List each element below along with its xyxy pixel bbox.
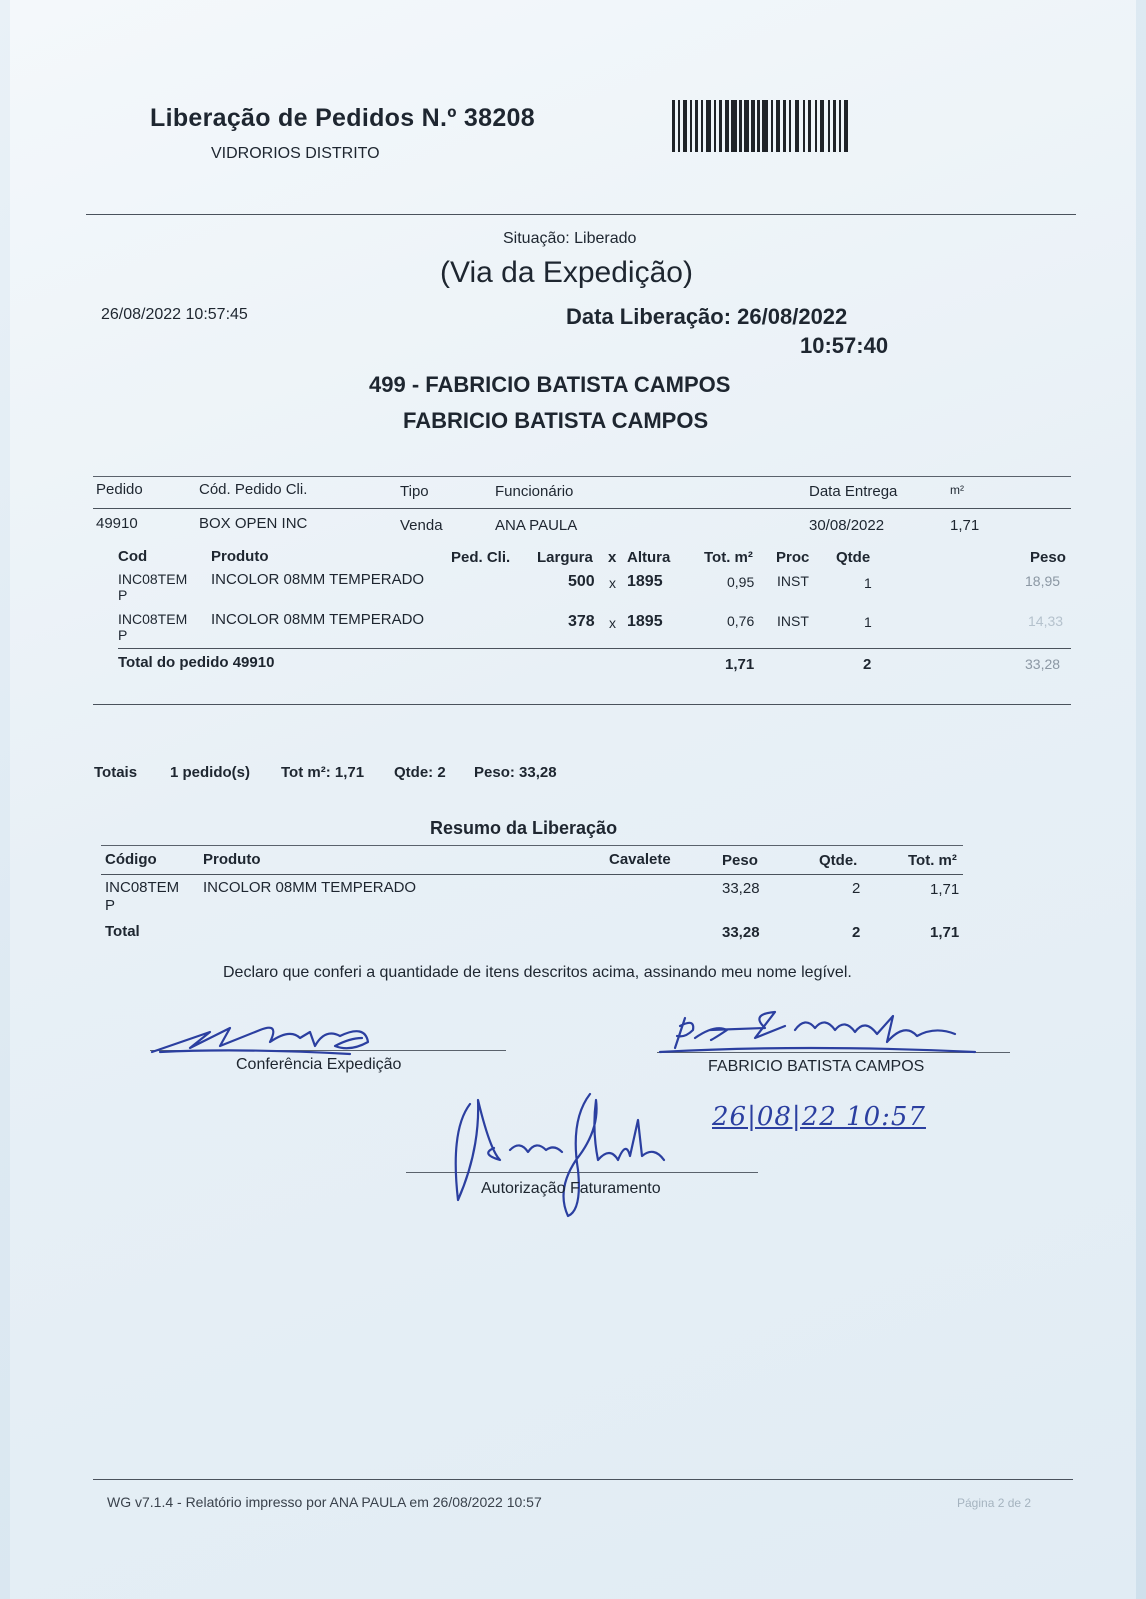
col-qtde: Qtde	[836, 549, 871, 566]
order-m2: 1,71	[950, 517, 980, 534]
col-cod: Cod	[118, 548, 148, 565]
col-produto: Produto	[203, 851, 261, 868]
footer-rule	[93, 1479, 1073, 1480]
col-produto: Produto	[211, 548, 269, 565]
col-ped-cli: Ped. Cli.	[451, 549, 511, 566]
order-total-qty: 2	[863, 656, 872, 673]
totals-orders: 1 pedido(s)	[170, 764, 251, 781]
employee: ANA PAULA	[495, 517, 578, 534]
client-name: FABRICIO BATISTA CAMPOS	[403, 408, 709, 433]
col-tot-m2: Tot. m²	[908, 852, 957, 869]
summary-code-wrap: P	[105, 897, 116, 914]
footer-printed-by: WG v7.1.4 - Relatório impresso por ANA PAULA em 26/08/2022 10:57	[107, 1494, 542, 1510]
summary-total-m2: 1,71	[930, 924, 960, 941]
order-type: Venda	[400, 517, 443, 534]
col-tipo: Tipo	[400, 483, 429, 500]
conference-label: Conferência Expedição	[236, 1056, 402, 1073]
item-weight: 18,95	[1025, 573, 1061, 589]
col-qtde: Qtde.	[819, 852, 858, 869]
footer-page-number: Página 2 de 2	[957, 1496, 1032, 1510]
item-width: 500	[568, 573, 595, 590]
item-code: INC08TEM	[118, 611, 188, 627]
col-tot-m2: Tot. m²	[704, 549, 753, 566]
summary-total-label: Total	[105, 923, 140, 940]
item-proc: INST	[777, 613, 809, 629]
item-x: x	[609, 615, 616, 631]
summary-qty: 2	[852, 880, 861, 897]
printed-timestamp: 26/08/2022 10:57:45	[101, 306, 248, 323]
status-text: Situação: Liberado	[503, 230, 637, 247]
release-date: Data Liberação: 26/08/2022	[566, 304, 848, 329]
release-time: 10:57:40	[800, 333, 889, 358]
totals-label: Totais	[94, 764, 138, 781]
item-weight: 14,33	[1028, 613, 1064, 629]
item-product: INCOLOR 08MM TEMPERADO	[211, 611, 425, 628]
order-number: 49910	[96, 515, 138, 532]
summary-product: INCOLOR 08MM TEMPERADO	[203, 879, 417, 896]
summary-header-rule	[101, 874, 963, 875]
client-code-name: 499 - FABRICIO BATISTA CAMPOS	[369, 372, 731, 397]
item-qty: 1	[864, 575, 872, 591]
col-funcionario: Funcionário	[495, 483, 574, 500]
authorization-signature	[450, 1090, 680, 1220]
delivery-date: 30/08/2022	[809, 517, 885, 534]
items-bottom-rule	[93, 704, 1071, 705]
declaration-text: Declaro que conferi a quantidade de itens descritos acima, assinando meu nome legível.	[223, 964, 852, 981]
via-title: (Via da Expedição)	[440, 256, 693, 289]
conference-signature	[150, 1018, 380, 1058]
summary-total-weight: 33,28	[722, 924, 760, 941]
item-m2: 0,76	[727, 613, 755, 629]
handwritten-date: 26|08|22 10:57	[712, 1102, 926, 1132]
company-name: VIDRORIOS DISTRITO	[211, 145, 380, 162]
item-product: INCOLOR 08MM TEMPERADO	[211, 571, 425, 588]
items-total-rule	[118, 648, 1071, 649]
item-proc: INST	[777, 573, 809, 589]
summary-title: Resumo da Liberação	[430, 818, 618, 838]
totals-weight: Peso: 33,28	[474, 764, 557, 781]
authorization-label: Autorização Faturamento	[481, 1180, 661, 1197]
summary-m2: 1,71	[930, 881, 960, 898]
barcode	[672, 100, 848, 152]
item-height: 1895	[627, 613, 663, 630]
item-height: 1895	[627, 573, 663, 590]
client-signature-label: FABRICIO BATISTA CAMPOS	[708, 1058, 925, 1075]
summary-total-qty: 2	[852, 924, 861, 941]
client-order-code: BOX OPEN INC	[199, 515, 308, 532]
item-m2: 0,95	[727, 574, 755, 590]
client-signature	[655, 1008, 985, 1058]
item-code-wrap: P	[118, 627, 128, 643]
col-data-entrega: Data Entrega	[809, 483, 898, 500]
col-peso: Peso	[722, 852, 758, 869]
item-width: 378	[568, 613, 595, 630]
summary-weight: 33,28	[722, 880, 760, 897]
item-x: x	[609, 575, 616, 591]
col-cavalete: Cavalete	[609, 851, 671, 868]
summary-top-rule	[101, 845, 963, 846]
summary-code: INC08TEM	[105, 879, 180, 896]
document-title: Liberação de Pedidos N.º 38208	[150, 104, 535, 132]
col-m2: m²	[950, 483, 964, 497]
totals-qty: Qtde: 2	[394, 764, 446, 781]
order-table-header-rule	[93, 508, 1071, 509]
col-pedido: Pedido	[96, 481, 143, 498]
order-total-m2: 1,71	[725, 656, 755, 673]
col-codigo: Código	[105, 851, 157, 868]
col-peso: Peso	[1030, 549, 1066, 566]
col-x: x	[608, 549, 617, 566]
totals-m2: Tot m²: 1,71	[281, 764, 365, 781]
item-code: INC08TEM	[118, 571, 188, 587]
col-cod-pedido-cli: Cód. Pedido Cli.	[199, 481, 308, 498]
order-total-weight: 33,28	[1025, 656, 1061, 672]
item-qty: 1	[864, 614, 872, 630]
order-table-top-rule	[93, 476, 1071, 477]
header-divider	[86, 214, 1076, 215]
col-largura: Largura	[537, 549, 593, 566]
item-code-wrap: P	[118, 587, 128, 603]
col-proc: Proc	[776, 549, 810, 566]
order-total-label: Total do pedido 49910	[118, 654, 275, 671]
col-altura: Altura	[627, 549, 671, 566]
